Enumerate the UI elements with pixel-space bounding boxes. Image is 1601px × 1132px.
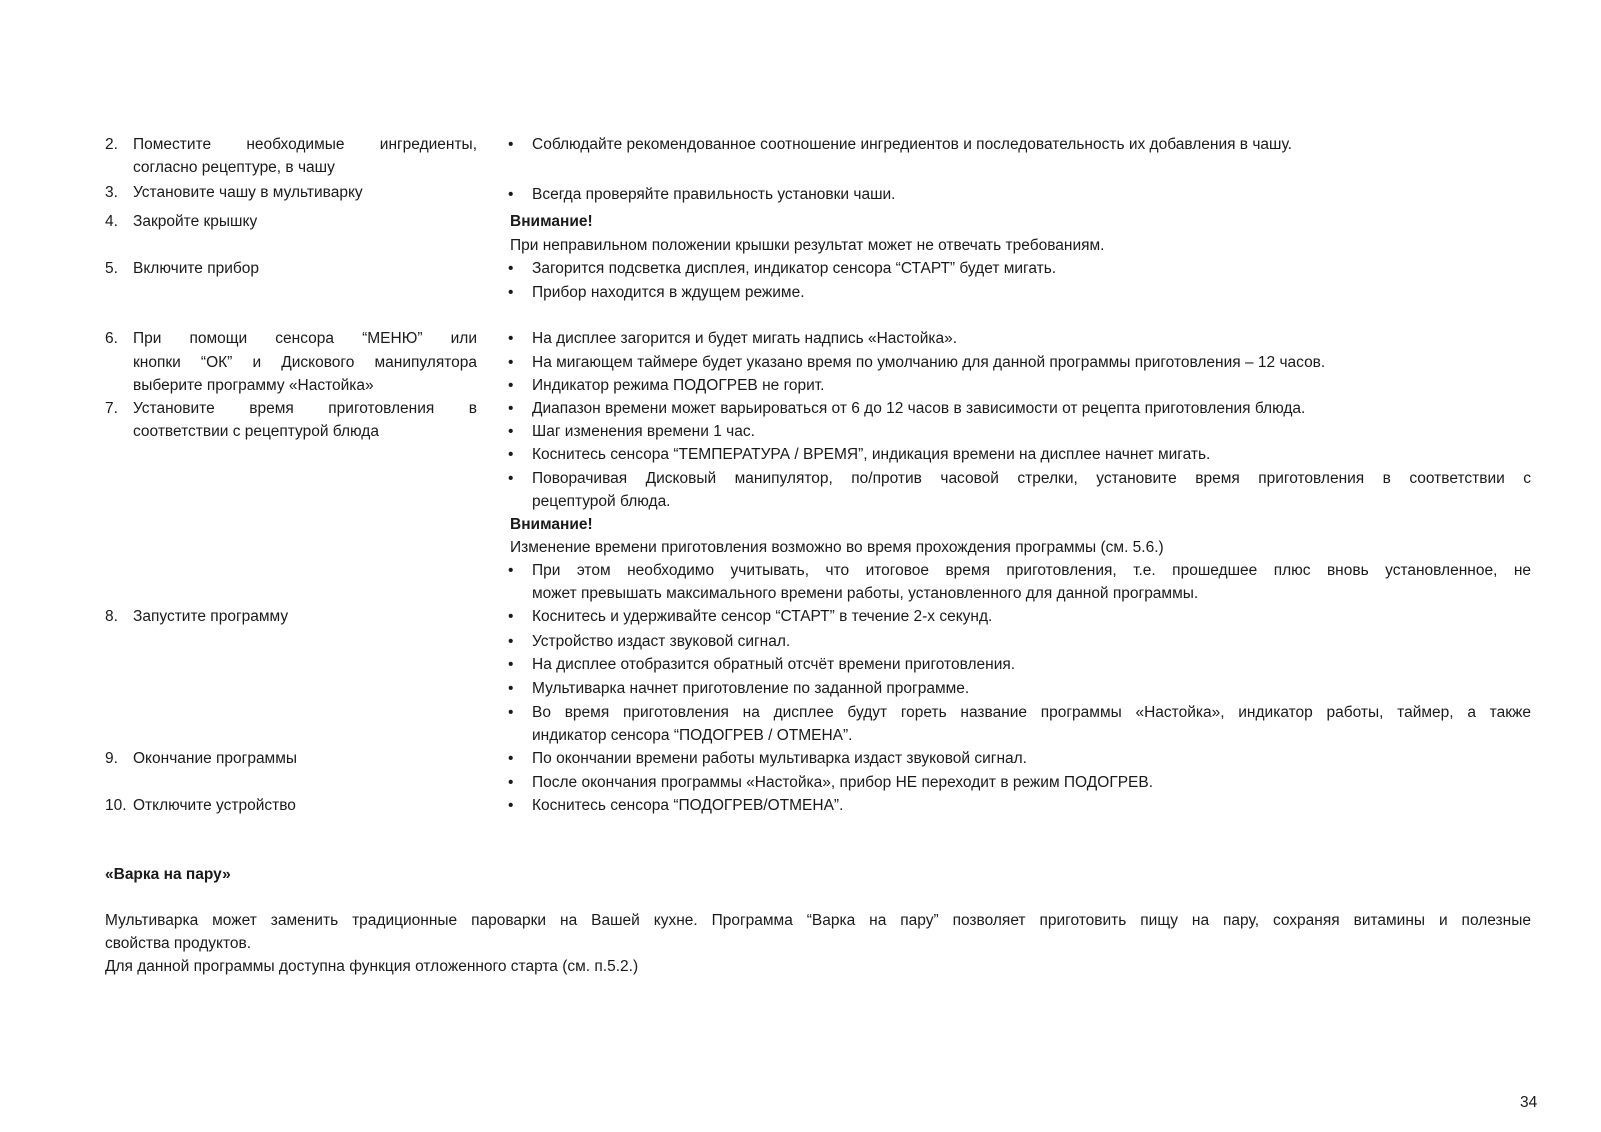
bullet-icon: • xyxy=(508,656,514,673)
lid-warning-text: При неправильном положении крышки результат может не отвечать требованиям. xyxy=(510,237,1105,254)
step-row-2-cont xyxy=(0,156,1601,179)
step-row-9 xyxy=(0,747,1601,770)
step-row-7 xyxy=(0,397,1601,420)
note-row-7d-cont xyxy=(0,490,1601,513)
note-row-5b xyxy=(0,281,1601,304)
step-number: 2. xyxy=(105,136,118,153)
note-text: По окончании времени работы мультиварка издаст звуковой сигнал. xyxy=(532,750,1027,767)
step-number: 5. xyxy=(105,260,118,277)
step-text: Окончание программы xyxy=(133,750,298,767)
note-row-7e xyxy=(0,559,1601,582)
note-row-8e xyxy=(0,701,1601,724)
note-text: Шаг изменения времени 1 час. xyxy=(532,423,755,440)
bullet-icon: • xyxy=(508,633,514,650)
bullet-icon: • xyxy=(508,562,514,579)
note-text: индикатор сенсора “ПОДОГРЕВ / ОТМЕНА”. xyxy=(532,727,853,744)
step-number: 4. xyxy=(105,213,118,230)
note-row-7e-cont xyxy=(0,582,1601,605)
bullet-icon: • xyxy=(508,423,514,440)
bullet-icon: • xyxy=(508,774,514,791)
note-text: Поворачивая Дисковый манипулятор, по/против часовой стрелки, установите время приготовления в соответствии с xyxy=(532,470,1531,487)
step-row-8 xyxy=(0,605,1601,628)
note-row-3 xyxy=(0,183,1601,206)
note-text: Коснитесь сенсора “ПОДОГРЕВ/ОТМЕНА”. xyxy=(532,797,844,814)
page-number: 34 xyxy=(1520,1094,1538,1111)
step-text: Отключите устройство xyxy=(133,797,296,814)
bullet-icon: • xyxy=(508,680,514,697)
note-row-9b xyxy=(0,771,1601,794)
step-text: При помощи сенсора “МЕНЮ” или xyxy=(133,330,477,347)
note-text: При этом необходимо учитывать, что итоговое время приготовления, т.е. прошедшее плюс вновь установленное, не xyxy=(532,562,1531,579)
bullet-icon: • xyxy=(508,186,514,203)
note-row-8c xyxy=(0,653,1601,676)
attention-label: Внимание! xyxy=(510,516,593,533)
step-text: Запустите программу xyxy=(133,608,289,625)
step-number: 9. xyxy=(105,750,118,767)
step-number: 6. xyxy=(105,330,118,347)
section-paragraph-line: Мультиварка может заменить традиционные пароварки на Вашей кухне. Программа “Варка на пару” позволяет приготовить пищу на пару, сохраняя витамины и полезные xyxy=(105,912,1531,929)
step-text: выберите программу «Настойка» xyxy=(133,377,374,394)
step-text: соответствии с рецептурой блюда xyxy=(133,423,379,440)
step-text: Включите прибор xyxy=(133,260,259,277)
step-number: 10. xyxy=(105,797,127,814)
bullet-icon: • xyxy=(508,284,514,301)
section-title: «Варка на пару» xyxy=(105,866,231,883)
section-paragraph-line: свойства продуктов. xyxy=(105,935,252,952)
note-text: Диапазон времени может варьироваться от 6 до 12 часов в зависимости от рецепта приготовления блюда. xyxy=(532,400,1306,417)
step-text: Закройте крышку xyxy=(133,213,258,230)
note-text: Прибор находится в ждущем режиме. xyxy=(532,284,805,301)
note-row-time-change xyxy=(0,536,1601,559)
note-text: На дисплее отобразится обратный отсчёт времени приготовления. xyxy=(532,656,1016,673)
bullet-icon: • xyxy=(508,470,514,487)
note-text: Мультиварка начнет приготовление по заданной программе. xyxy=(532,680,970,697)
note-row-7c xyxy=(0,443,1601,466)
bullet-icon: • xyxy=(508,400,514,417)
note-row-8b xyxy=(0,630,1601,653)
note-text: Загорится подсветка дисплея, индикатор сенсора “СТАРТ” будет мигать. xyxy=(532,260,1057,277)
step-text: кнопки “ОК” и Дискового манипулятора xyxy=(133,354,477,371)
step-row-6-cont1 xyxy=(0,351,1601,374)
note-text: может превышать максимального времени работы, установленного для данной программы. xyxy=(532,585,1199,602)
step-row-2 xyxy=(0,133,1601,156)
step-number: 3. xyxy=(105,184,118,201)
step-number: 7. xyxy=(105,400,118,417)
bullet-icon: • xyxy=(508,330,514,347)
attention-label: Внимание! xyxy=(510,213,593,230)
time-change-text: Изменение времени приготовления возможно во время прохождения программы (см. 5.6.) xyxy=(510,539,1164,556)
step-row-7-cont xyxy=(0,420,1601,443)
bullet-icon: • xyxy=(508,446,514,463)
bullet-icon: • xyxy=(508,136,514,153)
note-row-8d xyxy=(0,677,1601,700)
bullet-icon: • xyxy=(508,797,514,814)
step-row-10 xyxy=(0,794,1601,817)
note-row-lid xyxy=(0,234,1601,257)
step-text: Установите чашу в мультиварку xyxy=(133,184,363,201)
bullet-icon: • xyxy=(508,704,514,721)
bullet-icon: • xyxy=(508,608,514,625)
note-text: На мигающем таймере будет указано время по умолчанию для данной программы приготовления – 12 часов. xyxy=(532,354,1326,371)
note-text: Соблюдайте рекомендованное соотношение ингредиентов и последовательность их добавления в чашу. xyxy=(532,136,1292,153)
bullet-icon: • xyxy=(508,354,514,371)
bullet-icon: • xyxy=(508,260,514,277)
bullet-icon: • xyxy=(508,750,514,767)
step-row-5 xyxy=(0,257,1601,280)
step-row-4 xyxy=(0,210,1601,233)
note-text: Коснитесь и удерживайте сенсор “СТАРТ” в течение 2-х секунд. xyxy=(532,608,993,625)
note-text: Всегда проверяйте правильность установки чаши. xyxy=(532,186,896,203)
note-row-8e-cont xyxy=(0,724,1601,747)
bullet-icon: • xyxy=(508,377,514,394)
step-text: согласно рецептуре, в чашу xyxy=(133,159,335,176)
note-row-7d xyxy=(0,467,1601,490)
note-text: Индикатор режима ПОДОГРЕВ не горит. xyxy=(532,377,825,394)
section-paragraph: Для данной программы доступна функция отложенного старта (см. п.5.2.) xyxy=(105,958,639,975)
note-text: рецептурой блюда. xyxy=(532,493,671,510)
step-text: Установите время приготовления в xyxy=(133,400,477,417)
note-text: После окончания программы «Настойка», прибор НЕ переходит в режим ПОДОГРЕВ. xyxy=(532,774,1154,791)
note-text: На дисплее загорится и будет мигать надпись «Настойка». xyxy=(532,330,958,347)
note-row-attention-2 xyxy=(0,513,1601,536)
step-row-6-cont2 xyxy=(0,374,1601,397)
note-text: Коснитесь сенсора “ТЕМПЕРАТУРА / ВРЕМЯ”, индикация времени на дисплее начнет мигать. xyxy=(532,446,1211,463)
step-text: Поместите необходимые ингредиенты, xyxy=(133,136,477,153)
step-number: 8. xyxy=(105,608,118,625)
note-text: Во время приготовления на дисплее будут гореть название программы «Настойка», индикатор работы, таймер, а также xyxy=(532,704,1531,721)
note-text: Устройство издаст звуковой сигнал. xyxy=(532,633,791,650)
step-row-6 xyxy=(0,327,1601,350)
